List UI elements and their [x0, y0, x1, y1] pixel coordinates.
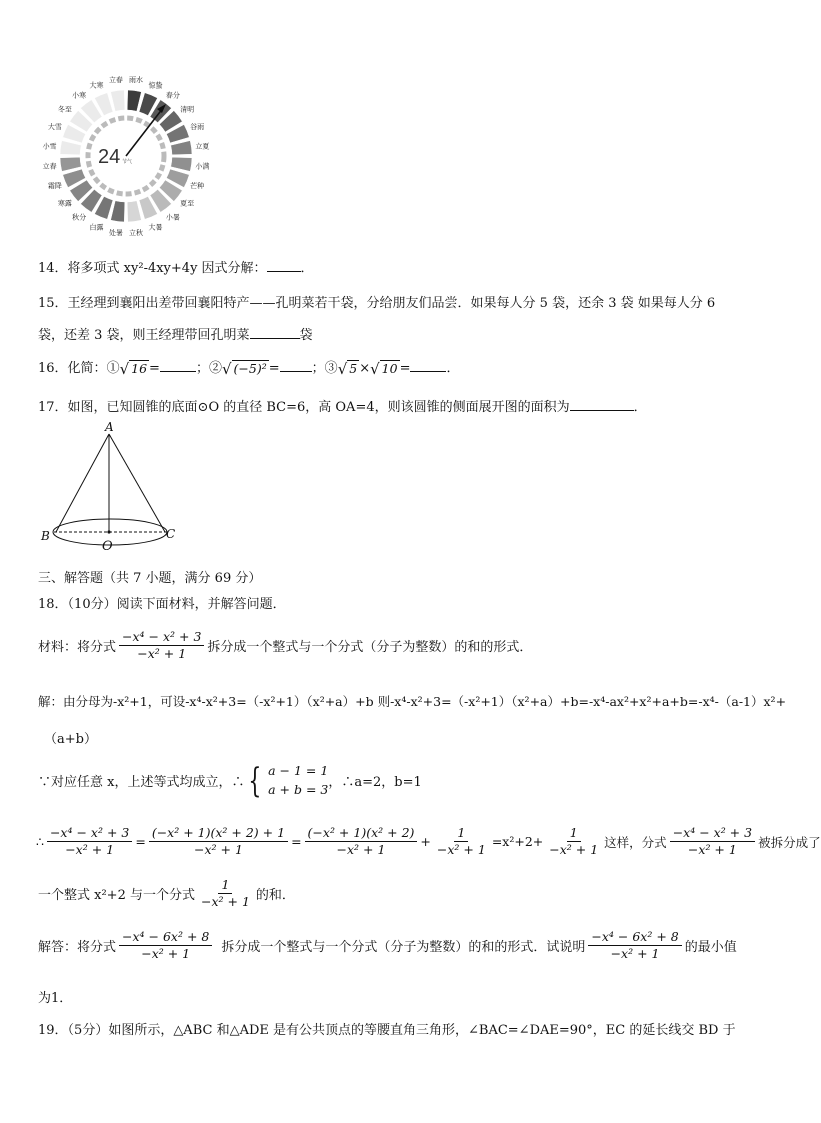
q16-end: ．: [446, 361, 460, 376]
q18-case-1: a − 1 = 1: [268, 763, 329, 778]
wheel-center-small: 节气: [122, 159, 133, 165]
wheel-term-label: 小雪: [42, 142, 57, 151]
q18-answer-frac-2: $\frac{\text{−x⁴ − 6x² + 8}}{\text{−x² + 1}}$: [588, 930, 681, 962]
q16-circle-1: ①: [106, 361, 120, 376]
eq-sign-1: =: [135, 834, 146, 850]
q15-line1: 王经理到襄阳出差带回襄阳特产——孔明菜若干袋，分给朋友们品尝．如果每人分 5 袋，还余 3 袋 如果每人分 6: [67, 296, 716, 311]
wheel-term-label: 大雪: [47, 123, 62, 132]
q16-times: ×: [359, 361, 371, 376]
wheel-segment: [171, 141, 192, 155]
wheel-segment: [60, 141, 81, 155]
q18-equation: [36, 826, 821, 858]
wheel-segment: [171, 157, 192, 171]
q18-last-line: [38, 878, 295, 910]
q16-eq-2: =: [268, 361, 280, 376]
label-C: C: [166, 527, 176, 541]
wheel-segment: [111, 201, 125, 222]
q16-sep-2: ；: [311, 361, 325, 376]
cone-center-O: [107, 530, 110, 533]
q14-number: 14．: [38, 261, 68, 276]
wheel-term-label: 大寒: [89, 81, 104, 90]
q18-system: { a − 1 = 1 a + b = 3: [248, 760, 329, 801]
q14-answer-blank[interactable]: [267, 259, 301, 272]
q18-answer-line2: 为1．: [38, 991, 73, 1006]
wheel-segment: [111, 90, 125, 111]
wheel-term-label: 芒种: [190, 181, 205, 190]
solar-terms-wheel: [30, 76, 220, 236]
wheel-segment: [127, 90, 141, 111]
q16-circle-3: ③: [324, 361, 338, 376]
q18-material-tail: 拆分成一个整式与一个分式（分子为整数）的和的形式．: [207, 640, 533, 656]
q14-end: ．: [300, 261, 314, 276]
wheel-center-number: 24: [98, 146, 121, 168]
wheel-term-label: 白露: [89, 223, 104, 232]
wheel-term-label: 惊蛰: [148, 81, 163, 90]
q18-solution-line2: （a+b）: [44, 732, 97, 747]
wheel-term-label: 冬至: [57, 105, 72, 114]
wheel-term-label: 清明: [180, 105, 195, 114]
q16-sep-1: ；: [195, 361, 209, 376]
q16-blank-2[interactable]: [280, 359, 312, 372]
question-17: [38, 396, 647, 415]
wheel-term-label: 大暑: [148, 223, 163, 232]
cone-figure: [36, 420, 186, 555]
wheel-term-label: 秋分: [72, 213, 87, 222]
question-14: [38, 257, 314, 276]
wheel-term-label: 谷雨: [190, 123, 205, 132]
eq-sign-2: =: [291, 834, 302, 850]
q18-answer-a: 解答：将分式: [38, 940, 117, 956]
wheel-pointer: [126, 108, 163, 156]
q18-answer-b: 拆分成一个整式与一个分式（分子为整数）的和的形式．试说明: [221, 940, 586, 956]
q16-sqrt-2: √ (−5)²: [221, 359, 267, 378]
q15-line2: 袋，还差 3 袋，则王经理带回孔明菜: [38, 328, 250, 343]
q18-answer-c: 的最小值: [684, 940, 737, 956]
q18-cond-tail: ，∴a=2，b=1: [328, 775, 422, 791]
q18-heading: 18．（10分）阅读下面材料，并解答问题．: [38, 597, 286, 612]
wheel-term-label: 雨水: [129, 76, 144, 85]
q16-blank-1[interactable]: [160, 359, 196, 372]
wheel-term-labels: [43, 75, 210, 237]
q14-text: 将多项式 xy²-4xy+4y 因式分解：: [67, 261, 267, 276]
q16-circle-2: ②: [208, 361, 222, 376]
q18-condition: [38, 762, 422, 800]
eq-tail-1: 这样，分式: [604, 834, 667, 850]
wheel-segment: [60, 157, 81, 171]
wheel-term-label: 处暑: [108, 228, 123, 237]
q17-end: ．: [633, 400, 647, 415]
q18-last-a: 一个整式 x²+2 与一个分式: [38, 888, 195, 904]
q18-solution-line1: 解：由分母为-x²+1，可设-x⁴-x²+3=（-x²+1）（x²+a）+b 则-x⁴-x²+3=（-x²+1）（x²+a）+b=-x⁴-ax²+x²+a+b=-x⁴-（a-1）x²+: [38, 694, 787, 709]
eq-frac-2: $\frac{\text{(−x² + 1)(x² + 2) + 1}}{\text{−x² + 1}}$: [149, 826, 288, 858]
label-B: B: [41, 529, 50, 543]
question-16: [38, 357, 460, 377]
q18-last-b: 的和．: [255, 888, 295, 904]
wheel-term-label: 小暑: [165, 213, 180, 222]
eq-frac-5: $\frac{1}{\text{−x² + 1}}$: [549, 825, 599, 858]
q18-answer-frac-1: $\frac{\text{−x⁴ − 6x² + 8}}{\text{−x² + 1}}$: [119, 930, 212, 962]
q15-line2-end: 袋: [299, 328, 313, 343]
wheel-term-label: 立春: [108, 76, 123, 85]
section-3-heading: 三、解答题（共 7 小题，满分 69 分）: [38, 571, 262, 586]
q16-sqrt-3a: √ 5: [337, 359, 358, 378]
q18-material-label: 材料：将分式: [38, 640, 117, 656]
eq-plus: +: [420, 834, 431, 850]
q16-eq-3: =: [399, 361, 411, 376]
q16-eq-1: =: [149, 361, 160, 376]
q17-number: 17．: [38, 400, 68, 415]
label-A: A: [105, 420, 114, 434]
wheel-term-label: 夏至: [180, 199, 195, 208]
eq-frac-6: $\frac{\text{−x⁴ − x² + 3}}{\text{−x² + 1}}$: [670, 826, 755, 858]
q18-answer: [38, 930, 737, 962]
q16-sqrt-3b: √ 10: [370, 359, 398, 378]
label-O: O: [102, 539, 113, 554]
wheel-term-label: 立春: [42, 162, 57, 171]
q16-label: 化简：: [67, 361, 107, 376]
wheel-segment: [127, 201, 141, 222]
wheel-term-label: 寒露: [57, 199, 72, 208]
wheel-term-label: 小满: [195, 162, 210, 171]
wheel-term-label: 小寒: [72, 91, 87, 100]
q17-text: 如图，已知圆锥的底面⊙O 的直径 BC=6，高 OA=4，则该圆锥的侧面展开图的面积为: [67, 400, 570, 415]
question-19: 19．（5分）如图所示，△ABC 和△ADE 是有公共顶点的等腰直角三角形，∠BAC=∠DAE=90°，EC 的延长线交 BD 于: [38, 1023, 736, 1038]
q16-blank-3[interactable]: [410, 359, 446, 372]
wheel-term-label: 立秋: [129, 228, 144, 237]
eq-frac-4: $\frac{1}{\text{−x² + 1}}$: [436, 825, 486, 858]
q18-material: [38, 630, 532, 662]
q17-answer-blank[interactable]: [570, 398, 634, 411]
q18-therefore: ∴: [36, 834, 44, 850]
eq-frac-3: $\frac{\text{(−x² + 1)(x² + 2)}}{\text{−x² + 1}}$: [305, 826, 418, 858]
q18-last-fraction: $\frac{1}{\text{−x² + 1}}$: [200, 877, 250, 910]
wheel-term-label: 立夏: [195, 142, 210, 151]
wheel-term-label: 霜降: [47, 181, 62, 190]
q16-sqrt-1: √ 16: [119, 359, 148, 378]
question-15: [38, 292, 715, 311]
eq-tail-2: 被拆分成了: [758, 834, 821, 850]
cone-right-edge: [109, 434, 165, 532]
q18-case-2: a + b = 3: [268, 781, 329, 797]
cone-left-edge: [56, 434, 109, 532]
eq-mid: =x²+2+: [491, 834, 544, 850]
q15-answer-blank[interactable]: [250, 326, 300, 339]
q18-material-fraction: $\frac{\text{−x⁴ − x² + 3}}{\text{−x² + 1}}$: [119, 630, 204, 662]
q16-number: 16．: [38, 361, 68, 376]
wheel-term-label: 春分: [165, 91, 180, 100]
q15-number: 15．: [38, 296, 68, 311]
eq-frac-1: $\frac{\text{−x⁴ − x² + 3}}{\text{−x² + 1}}$: [47, 826, 132, 858]
question-15-line2: [38, 324, 313, 343]
q18-cond-text: ∵对应任意 x，上述等式均成立，∴: [38, 775, 245, 791]
